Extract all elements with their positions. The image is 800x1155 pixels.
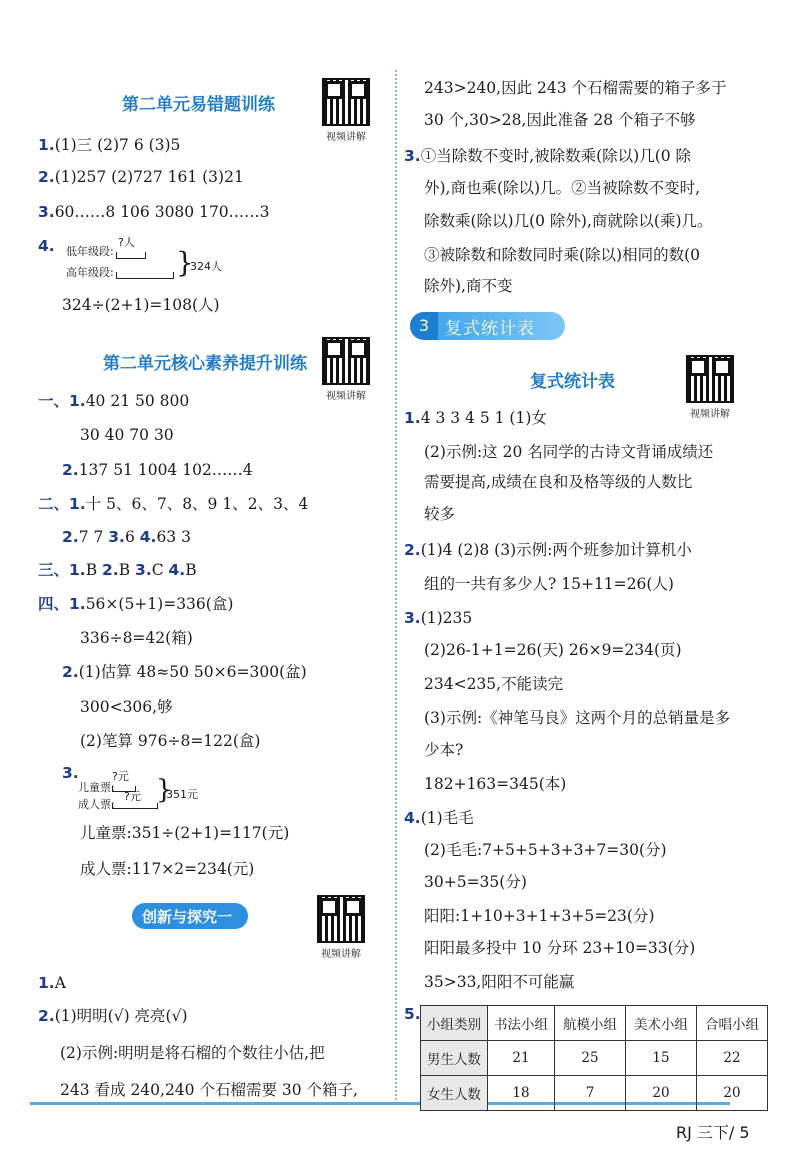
item-text: (2)毛毛:7+5+5+3+3+7=30(分) bbox=[424, 841, 667, 859]
diagram-total: 324人 bbox=[190, 260, 222, 273]
table-cell: 7 bbox=[555, 1076, 626, 1111]
answer-line bbox=[424, 872, 527, 892]
answer-line bbox=[424, 674, 563, 694]
answer-line bbox=[424, 78, 727, 98]
answer-line bbox=[424, 110, 696, 130]
table-cell: 18 bbox=[488, 1076, 555, 1111]
answer-line bbox=[424, 442, 713, 462]
answer-line bbox=[80, 425, 174, 445]
table-row bbox=[421, 1076, 768, 1111]
answer-line bbox=[404, 408, 547, 428]
qr-code-icon[interactable] bbox=[686, 355, 734, 403]
item-number: 2. bbox=[102, 561, 119, 579]
item-text: (1)257 (2)727 161 (3)21 bbox=[54, 168, 244, 186]
item-text: 137 51 1004 102……4 bbox=[78, 461, 253, 479]
qr-caption: 视频讲解 bbox=[321, 949, 361, 960]
brace-icon: } bbox=[176, 246, 194, 279]
item-text: 6 bbox=[124, 528, 140, 546]
answer-line bbox=[80, 628, 193, 648]
unit-number: 3 bbox=[410, 312, 438, 340]
item-text: 组的一共有多少人? 15+11=26(人) bbox=[424, 575, 674, 593]
item-text: 少本? bbox=[424, 741, 464, 759]
item-text: A bbox=[54, 974, 66, 992]
answer-line bbox=[404, 540, 692, 560]
qr-caption: 视频讲解 bbox=[326, 391, 366, 402]
answer-line bbox=[38, 594, 233, 614]
item-number: 3. bbox=[404, 147, 421, 165]
answer-line bbox=[38, 236, 55, 256]
answer-line bbox=[38, 1006, 188, 1026]
item-text: (1)235 bbox=[420, 609, 473, 627]
item-text: 300<306,够 bbox=[80, 698, 173, 716]
answer-line bbox=[38, 167, 244, 187]
item-text: B bbox=[85, 561, 103, 579]
answer-line bbox=[38, 973, 66, 993]
answer-line bbox=[424, 708, 730, 728]
item-text: 40 21 50 800 bbox=[85, 392, 190, 410]
qr-code-icon[interactable] bbox=[322, 78, 370, 126]
item-number: 2. bbox=[62, 663, 79, 681]
diagram-total: 351元 bbox=[166, 788, 198, 801]
answer-line bbox=[60, 1080, 358, 1100]
qr-caption: 视频讲解 bbox=[690, 409, 730, 420]
answer-line bbox=[424, 276, 512, 296]
diagram-question: ?人 bbox=[118, 236, 135, 249]
item-number: 1. bbox=[404, 409, 421, 427]
item-text: 60……8 106 3080 170……3 bbox=[54, 203, 270, 221]
answer-line bbox=[38, 560, 197, 580]
item-number: 3. bbox=[38, 203, 55, 221]
item-text: (3)示例:《神笔马良》这两个月的总销量是多 bbox=[424, 709, 731, 727]
item-text: 35>33,阳阳不可能赢 bbox=[424, 973, 575, 991]
item-text: 234<235,不能读完 bbox=[424, 675, 564, 693]
item-text: 30 个,30>28,因此准备 28 个箱子不够 bbox=[424, 111, 696, 129]
item-text: 7 7 bbox=[78, 528, 109, 546]
qr-caption: 视频讲解 bbox=[326, 132, 366, 143]
item-number: 4. bbox=[38, 237, 55, 255]
answer-line bbox=[424, 640, 682, 660]
answer-line bbox=[424, 504, 455, 524]
answer-line bbox=[38, 391, 189, 411]
item-text: (1)明明(√) 亮亮(√) bbox=[54, 1007, 188, 1025]
answer-line bbox=[424, 906, 655, 926]
item-number: 3. bbox=[108, 528, 125, 546]
item-text: 4 3 3 4 5 1 (1)女 bbox=[420, 409, 547, 427]
item-text: (1)估算 48≈50 50×6=300(盆) bbox=[78, 663, 307, 681]
diagram-label-child: 儿童票: bbox=[78, 781, 115, 794]
answer-line bbox=[38, 202, 270, 222]
item-number: 2. bbox=[38, 1007, 55, 1025]
answer-line bbox=[404, 1004, 421, 1024]
answer-line bbox=[424, 245, 700, 265]
item-text: 阳阳最多投中 10 分环 23+10=33(分) bbox=[424, 939, 696, 957]
answer-line bbox=[424, 972, 574, 992]
table-header-cell: 美术小组 bbox=[626, 1006, 697, 1041]
table-cell: 20 bbox=[626, 1076, 697, 1111]
item-number: 2. bbox=[62, 461, 79, 479]
item-text: 除外),商不变 bbox=[424, 277, 513, 295]
item-text: 阳阳:1+10+3+1+3+5=23(分) bbox=[424, 907, 655, 925]
answer-line bbox=[80, 697, 173, 717]
item-text: 30+5=35(分) bbox=[424, 873, 527, 891]
item-text: B bbox=[118, 561, 136, 579]
answer-line bbox=[404, 808, 474, 828]
calc-line: 儿童票:351÷(2+1)=117(元) bbox=[80, 824, 290, 842]
table-cell: 22 bbox=[697, 1041, 768, 1076]
item-text: (2)26-1+1=26(天) 26×9=234(页) bbox=[424, 641, 682, 659]
section-title-core: 第二单元核心素养提升训练 bbox=[103, 354, 307, 374]
calc-line: 324÷(2+1)=108(人) bbox=[62, 296, 220, 314]
item-text: (2)示例:明明是将石榴的个数往小估,把 bbox=[60, 1044, 325, 1062]
answer-line bbox=[424, 938, 695, 958]
answer-line bbox=[38, 494, 308, 514]
item-number: 2. bbox=[404, 541, 421, 559]
answer-line bbox=[62, 527, 191, 547]
item-number: 三、1. bbox=[38, 561, 86, 579]
diagram-label-adult: 成人票: bbox=[78, 798, 115, 811]
answer-line bbox=[424, 472, 692, 492]
table-header-row bbox=[421, 1006, 768, 1041]
answer-line bbox=[80, 731, 260, 751]
item-number: 2. bbox=[62, 528, 79, 546]
table-cell: 25 bbox=[555, 1041, 626, 1076]
answer-line bbox=[424, 574, 674, 594]
item-number: 2. bbox=[38, 168, 55, 186]
item-text: 243>240,因此 243 个石榴需要的箱子多于 bbox=[424, 79, 727, 97]
item-text: 外),商也乘(除以)几。②当被除数不变时, bbox=[424, 179, 700, 197]
qr-code-icon[interactable] bbox=[322, 337, 370, 385]
diagram-question-2: ?元 bbox=[124, 790, 141, 803]
diagram-question-1: ?元 bbox=[112, 770, 129, 783]
qr-code-icon[interactable] bbox=[317, 895, 365, 943]
table-header-cell: 合唱小组 bbox=[697, 1006, 768, 1041]
item-text: 56×(5+1)=336(盒) bbox=[85, 595, 234, 613]
section-title-innovation: 创新与探究一 bbox=[142, 908, 233, 926]
item-text: 30 40 70 30 bbox=[80, 426, 174, 444]
answer-line bbox=[424, 211, 713, 231]
table-cell: 20 bbox=[697, 1076, 768, 1111]
item-text: (1)毛毛 bbox=[420, 809, 474, 827]
item-number: 1. bbox=[38, 974, 55, 992]
answer-line bbox=[404, 608, 472, 628]
table-cell: 15 bbox=[626, 1041, 697, 1076]
item-text: 除数乘(除以)几(0 除外),商就除以(乘)几。 bbox=[424, 212, 713, 230]
column-divider bbox=[395, 70, 397, 1100]
item-number: 3. bbox=[404, 609, 421, 627]
table-header-cell: 航模小组 bbox=[555, 1006, 626, 1041]
diagram-label-high: 高年级段: bbox=[66, 266, 114, 279]
answer-line bbox=[38, 135, 180, 155]
item-text: ①当除数不变时,被除数乘(除以)几(0 除 bbox=[420, 147, 692, 165]
answer-line bbox=[424, 178, 700, 198]
item-text: (1)4 (2)8 (3)示例:两个班参加计算机小 bbox=[420, 541, 692, 559]
item-text: B bbox=[185, 561, 197, 579]
item-text: 243 看成 240,240 个石榴需要 30 个箱子, bbox=[60, 1081, 358, 1099]
table-header-cell: 书法小组 bbox=[488, 1006, 555, 1041]
item-text: 182+163=345(本) bbox=[424, 775, 567, 793]
answer-line bbox=[424, 740, 463, 760]
item-text: ③被除数和除数同时乘(除以)相同的数(0 bbox=[424, 246, 701, 264]
answer-line bbox=[62, 763, 79, 783]
section-title-errors: 第二单元易错题训练 bbox=[122, 95, 275, 115]
item-text: (2)笔算 976÷8=122(盒) bbox=[80, 732, 261, 750]
item-number: 4. bbox=[404, 809, 421, 827]
table-cell: 男生人数 bbox=[421, 1041, 488, 1076]
item-text: 63 3 bbox=[156, 528, 191, 546]
table-cell: 女生人数 bbox=[421, 1076, 488, 1111]
page-footer: RJ 三下/ 5 bbox=[676, 1123, 750, 1142]
calc-line: 成人票:117×2=234(元) bbox=[80, 860, 255, 878]
item-text: (1)三 (2)7 6 (3)5 bbox=[54, 136, 181, 154]
item-number: 3. bbox=[62, 764, 79, 782]
item-number: 5. bbox=[404, 1005, 421, 1023]
diagram-label-low: 低年级段: bbox=[66, 245, 114, 258]
item-number: 4. bbox=[139, 528, 157, 546]
item-text: 需要提高,成绩在良和及格等级的人数比 bbox=[424, 473, 693, 491]
answer-line bbox=[424, 840, 667, 860]
brace-icon: } bbox=[156, 775, 173, 805]
item-text: (2)示例:这 20 名同学的古诗文背诵成绩还 bbox=[424, 443, 714, 461]
stats-table bbox=[420, 1005, 768, 1111]
item-number: 四、1. bbox=[38, 595, 86, 613]
table-cell: 21 bbox=[488, 1041, 555, 1076]
item-number: 一、1. bbox=[38, 392, 86, 410]
item-number: 4. bbox=[168, 561, 186, 579]
answer-line bbox=[62, 460, 253, 480]
item-number: 3. bbox=[135, 561, 152, 579]
item-text: C bbox=[151, 561, 169, 579]
unit-title: 复式统计表 bbox=[445, 319, 535, 339]
table-header-cell: 小组类别 bbox=[421, 1006, 488, 1041]
item-text: 较多 bbox=[424, 505, 456, 523]
item-text: 336÷8=42(箱) bbox=[80, 629, 193, 647]
item-number: 二、1. bbox=[38, 495, 86, 513]
answer-line bbox=[60, 1043, 325, 1063]
section-title-stats: 复式统计表 bbox=[530, 372, 615, 392]
item-text: 十 5、6、7、8、9 1、2、3、4 bbox=[85, 495, 309, 513]
answer-line bbox=[404, 146, 691, 166]
answer-line bbox=[62, 662, 307, 682]
answer-line bbox=[424, 774, 566, 794]
item-number: 1. bbox=[38, 136, 55, 154]
table-row bbox=[421, 1041, 768, 1076]
